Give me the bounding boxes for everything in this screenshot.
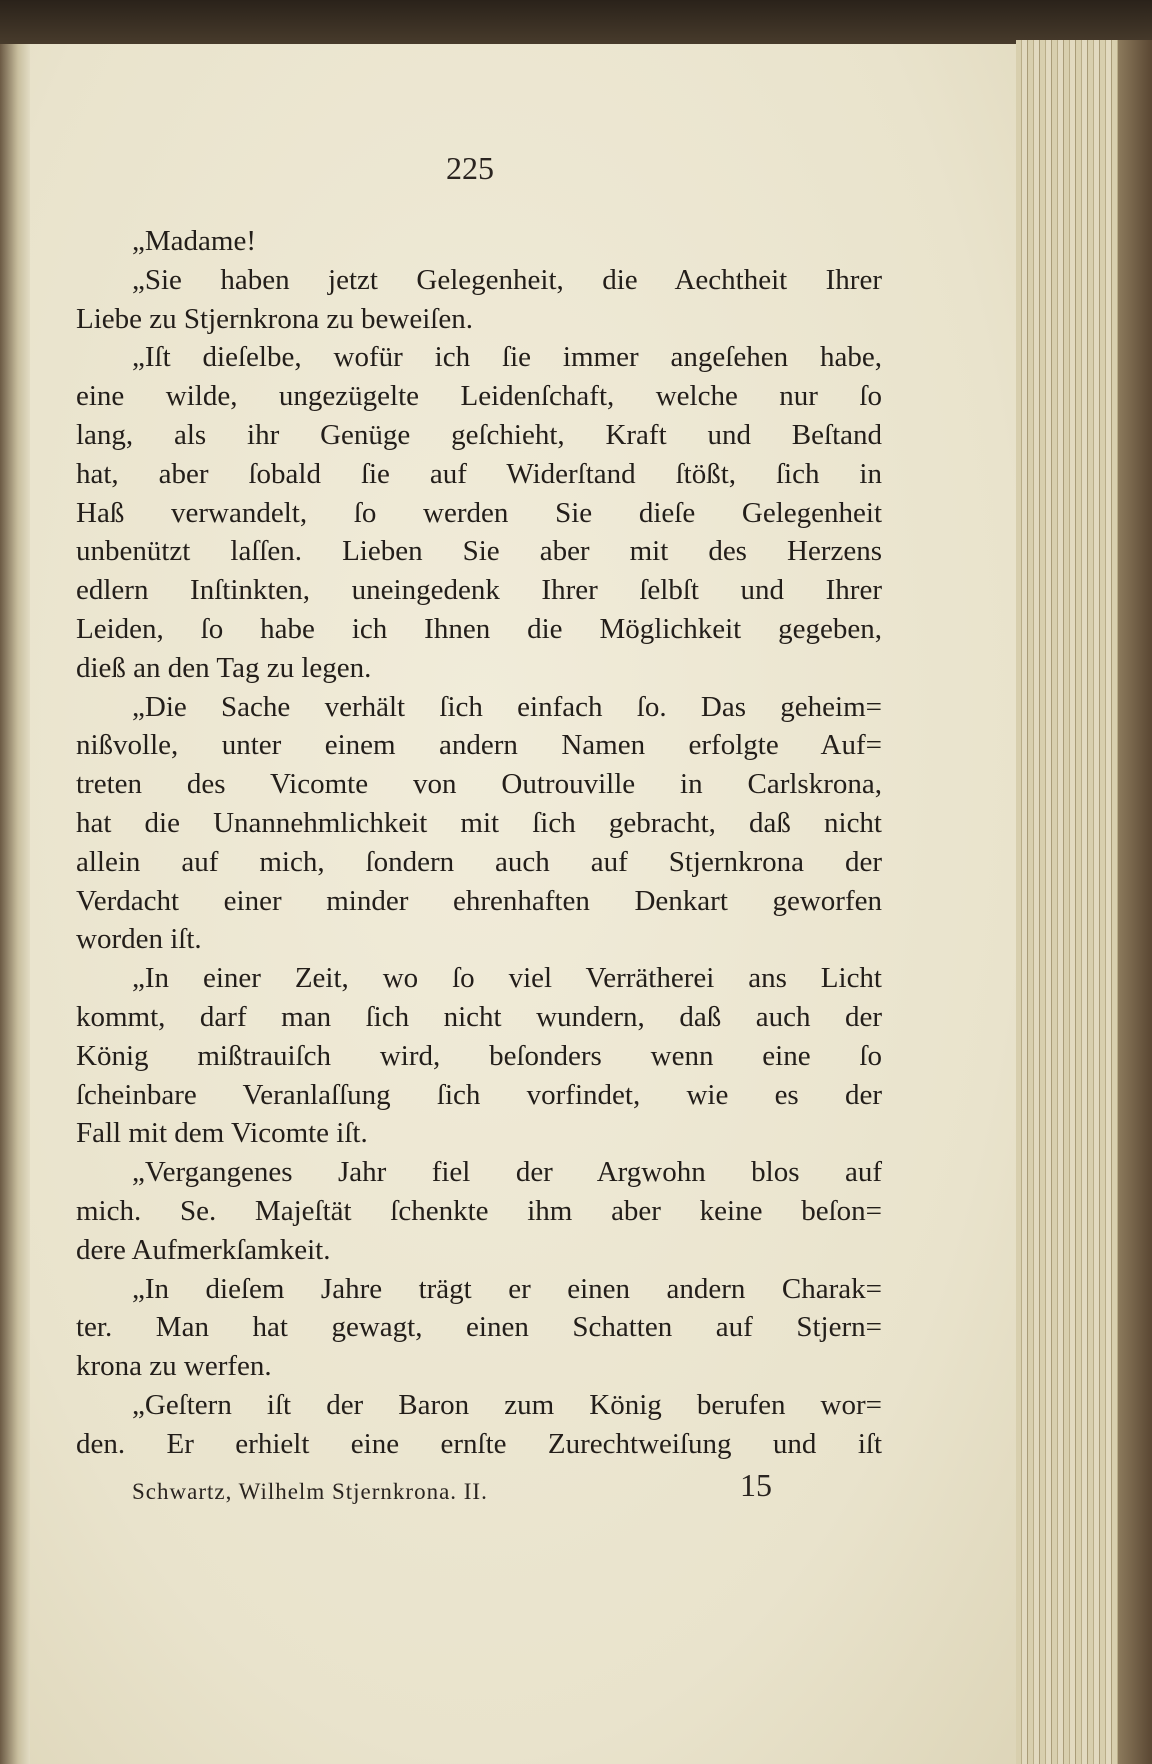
text-line: hat die Unannehmlichkeit mit ſich gebracht, daß nicht xyxy=(76,806,882,839)
text-line: Leiden, ſo habe ich Ihnen die Möglichkeit gegeben, xyxy=(76,612,882,645)
text-line: ſcheinbare Veranlaſſung ſich vorfindet, wie es der xyxy=(76,1078,882,1111)
text-line: Liebe zu Stjernkrona zu beweiſen. xyxy=(76,302,473,335)
text-line: dieß an den Tag zu legen. xyxy=(76,651,372,684)
text-line: „Geſtern iſt der Baron zum König berufen wor= xyxy=(132,1388,882,1421)
body-text xyxy=(76,222,882,1464)
text-line: „Madame! xyxy=(132,225,256,257)
text-line: König mißtrauiſch wird, beſonders wenn eine ſo xyxy=(76,1039,882,1072)
text-line: nißvolle, unter einem andern Namen erfolgte Auf= xyxy=(76,729,882,762)
text-line: unbenützt laſſen. Lieben Sie aber mit des Herzens xyxy=(76,535,882,568)
text-line: „In einer Zeit, wo ſo viel Verrätherei ans Licht xyxy=(132,962,882,995)
text-line: „Die Sache verhält ſich einfach ſo. Das geheim= xyxy=(132,690,882,723)
text-line: Verdacht einer minder ehrenhaften Denkart geworfen xyxy=(76,884,882,917)
signature-mark: 15 xyxy=(740,1467,772,1503)
text-line: dere Aufmerkſamkeit. xyxy=(76,1233,331,1266)
scan-top-border xyxy=(0,0,1152,48)
text-line: ter. Man hat gewagt, einen Schatten auf Stjern= xyxy=(76,1311,882,1344)
text-line: hat, aber ſobald ſie auf Widerſtand ſtößt, ſich in xyxy=(76,457,882,490)
text-line: edlern Inſtinkten, uneingedenk Ihrer ſelbſt und Ihrer xyxy=(76,574,882,607)
text-line: treten des Vicomte von Outrouville in Carlskrona, xyxy=(76,768,882,801)
text-line: „In dieſem Jahre trägt er einen andern Charak= xyxy=(132,1272,882,1305)
book-cover-edge xyxy=(1118,40,1152,1764)
text-line: kommt, darf man ſich nicht wundern, daß auch der xyxy=(76,1000,882,1033)
text-line: eine wilde, ungezügelte Leidenſchaft, welche nur ſo xyxy=(76,380,882,413)
text-line: krona zu werfen. xyxy=(76,1350,272,1383)
text-line: Fall mit dem Vicomte iſt. xyxy=(76,1117,368,1150)
text-line: allein auf mich, ſondern auch auf Stjernkrona der xyxy=(76,845,882,878)
page-number: 225 xyxy=(446,150,494,186)
text-line: Haß verwandelt, ſo werden Sie dieſe Gelegenheit xyxy=(76,496,882,529)
text-line: „Vergangenes Jahr fiel der Argwohn blos auf xyxy=(132,1156,882,1189)
text-line: mich. Se. Majeſtät ſchenkte ihm aber keine beſon= xyxy=(76,1194,882,1227)
text-line: den. Er erhielt eine ernſte Zurechtweiſung und iſt xyxy=(76,1427,882,1460)
text-line: „Sie haben jetzt Gelegenheit, die Aechtheit Ihrer xyxy=(132,263,882,296)
text-line: worden iſt. xyxy=(76,923,202,956)
text-line: „Iſt dieſelbe, wofür ich ſie immer angeſehen habe, xyxy=(132,341,882,374)
binding-gutter xyxy=(0,44,30,1764)
running-footer-title: Schwartz, Wilhelm Stjernkrona. II. xyxy=(132,1479,488,1504)
text-line: lang, als ihr Genüge geſchieht, Kraft und Beſtand xyxy=(76,418,882,451)
